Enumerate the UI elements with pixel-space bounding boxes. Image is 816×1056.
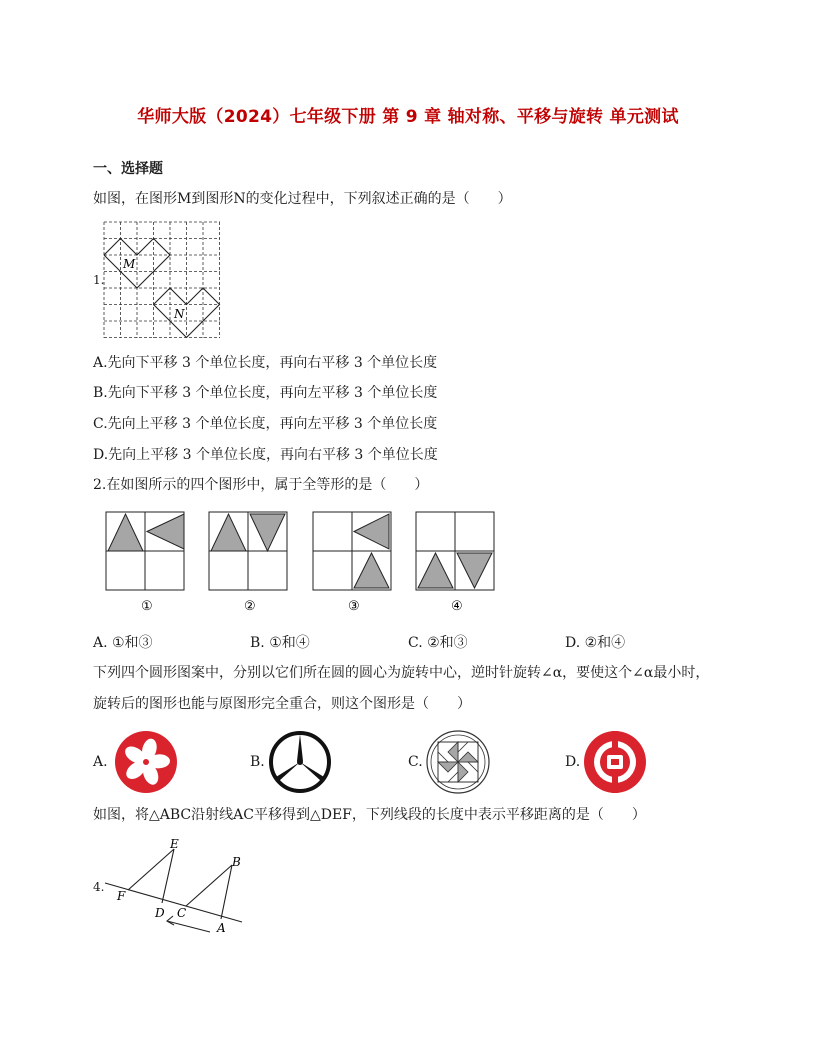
q2-option-c[interactable]: C. ②和③ <box>408 635 468 651</box>
q3-stem-line2: 旋转后的图形也能与原图形完全重合，则这个图形是（ ） <box>93 696 471 712</box>
pinwheel-icon <box>425 729 491 795</box>
fig-label-3: ③ <box>348 599 360 614</box>
q1-grid-figure <box>103 221 223 341</box>
q3-option-b-letter[interactable]: B. <box>250 754 265 770</box>
q3-option-a-letter[interactable]: A. <box>93 754 108 770</box>
q1-option-d[interactable]: D.先向上平移 3 个单位长度，再向右平移 3 个单位长度 <box>93 447 438 463</box>
point-a: A <box>217 921 226 935</box>
point-b: B <box>232 855 241 869</box>
three-point-star-icon <box>268 730 332 794</box>
q4-stem: 如图，将△ABC沿射线AC平移得到△DEF，下列线段的长度中表示平移距离的是（ ） <box>93 807 646 823</box>
label-n: N <box>174 307 185 321</box>
q4-number: 4. <box>93 880 105 894</box>
q1-number: 1. <box>93 273 105 287</box>
point-c: C <box>177 906 187 920</box>
q2-option-d[interactable]: D. ②和④ <box>565 635 626 651</box>
page-title: 华师大版（2024）七年级下册 第 9 章 轴对称、平移与旋转 单元测试 <box>137 107 679 127</box>
q2-figures <box>105 511 500 621</box>
fig-label-2: ② <box>244 599 256 614</box>
q4-translation-figure <box>100 836 275 941</box>
point-d: D <box>155 906 165 920</box>
bauhinia-emblem-icon <box>114 730 178 794</box>
point-f: F <box>117 889 126 903</box>
q3-option-d-letter[interactable]: D. <box>565 754 581 770</box>
section-heading: 一、选择题 <box>93 161 163 177</box>
q1-stem: 如图，在图形M到图形N的变化过程中，下列叙述正确的是（ ） <box>93 191 512 207</box>
fig-label-4: ④ <box>451 599 463 614</box>
point-e: E <box>170 837 179 851</box>
q1-option-c[interactable]: C.先向上平移 3 个单位长度，再向左平移 3 个单位长度 <box>93 416 438 432</box>
q2-option-a[interactable]: A. ①和③ <box>93 635 153 651</box>
fig-label-1: ① <box>141 599 153 614</box>
q3-stem-line1: 下列四个圆形图案中，分别以它们所在圆的圆心为旋转中心，逆时针旋转∠α，要使这个∠α最小时， <box>93 665 710 681</box>
label-m: M <box>123 257 136 271</box>
q3-option-c-letter[interactable]: C. <box>408 754 423 770</box>
bank-logo-icon <box>583 730 647 794</box>
q1-option-b[interactable]: B.先向下平移 3 个单位长度，再向左平移 3 个单位长度 <box>93 385 438 401</box>
q1-option-a[interactable]: A.先向下平移 3 个单位长度，再向右平移 3 个单位长度 <box>93 355 438 371</box>
q2-stem: 2.在如图所示的四个图形中，属于全等形的是（ ） <box>93 477 429 493</box>
q2-option-b[interactable]: B. ①和④ <box>250 635 310 651</box>
